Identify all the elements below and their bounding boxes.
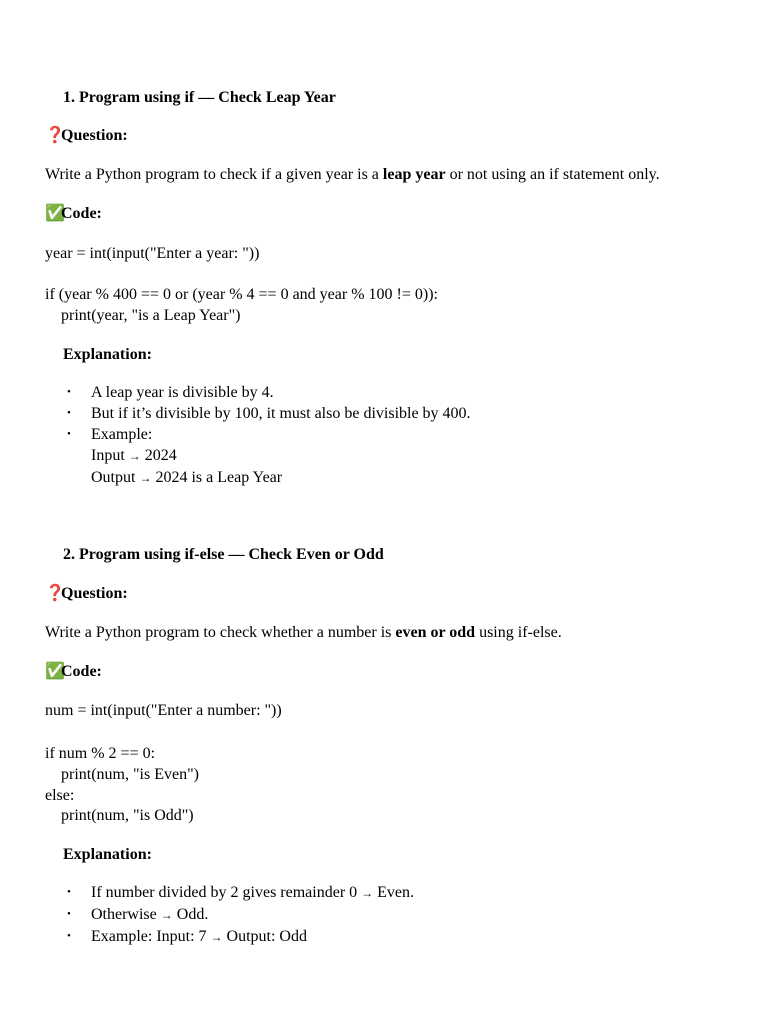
code-line: year = int(input("Enter a year: ")): [45, 245, 260, 262]
bullet-icon: •: [67, 407, 71, 419]
code-line: print(num, "is Even"): [45, 766, 199, 783]
question-text-bold: even or odd: [395, 624, 476, 641]
section1-explanation-list: [45, 382, 471, 489]
example-input-line: [91, 445, 471, 467]
section1-code-heading: [45, 203, 102, 224]
list-item-text: Example:: [91, 426, 153, 443]
section1-explanation-heading: Explanation:: [63, 346, 152, 363]
arrow-icon: →: [361, 886, 374, 900]
list-item-text: A leap year is divisible by 4.: [91, 384, 274, 401]
section2-question-heading: [45, 583, 128, 604]
section2-explanation-heading: Explanation:: [63, 846, 152, 863]
question-text-part: Write a Python program to check if a given year is a: [45, 166, 383, 183]
code-line: else:: [45, 787, 75, 804]
section2-heading: 2. Program using if-else — Check Even or Odd: [63, 546, 384, 563]
question-label: Question:: [61, 585, 128, 602]
question-text-bold: leap year: [382, 166, 446, 183]
question-icon: ❓: [45, 585, 65, 602]
section2-code-heading: [45, 661, 102, 682]
code-line: if (year % 400 == 0 or (year % 4 == 0 and year % 100 != 0)):: [45, 286, 438, 303]
check-icon: ✅: [45, 205, 65, 222]
code-line: print(year, "is a Leap Year"): [45, 307, 241, 324]
bullet-icon: •: [67, 930, 71, 942]
list-item: [45, 904, 414, 926]
code-line: num = int(input("Enter a number: ")): [45, 702, 282, 719]
bullet-icon: •: [67, 908, 71, 920]
question-text-part: or not using an if statement only.: [445, 166, 660, 183]
arrow-icon: →: [160, 908, 173, 922]
list-item-text: Output: Odd: [226, 928, 307, 945]
check-icon: ✅: [45, 663, 65, 680]
list-item-text: Example: Input: 7: [91, 928, 207, 945]
list-item-text: Odd.: [176, 906, 209, 923]
bullet-icon: •: [67, 386, 71, 398]
arrow-icon: →: [128, 449, 141, 463]
list-item-text: Otherwise: [91, 906, 157, 923]
section1-question-heading: [45, 125, 128, 146]
list-item: [45, 424, 471, 489]
section1-question-text: [45, 164, 660, 185]
code-line: if num % 2 == 0:: [45, 745, 156, 762]
list-item-text: Even.: [377, 884, 415, 901]
example-input-value: 2024: [144, 447, 177, 464]
question-text-part: using if-else.: [475, 624, 562, 641]
bullet-icon: •: [67, 428, 71, 440]
arrow-icon: →: [210, 930, 223, 944]
list-item: [45, 382, 471, 403]
question-label: Question:: [61, 127, 128, 144]
arrow-icon: →: [139, 471, 152, 485]
list-item: [45, 926, 414, 948]
example-input-label: Input: [91, 447, 125, 464]
code-label: Code:: [61, 663, 102, 680]
list-item: [45, 882, 414, 904]
code-label: Code:: [61, 205, 102, 222]
question-icon: ❓: [45, 127, 65, 144]
bullet-icon: •: [67, 886, 71, 898]
list-item: [45, 403, 471, 424]
example-output-label: Output: [91, 469, 136, 486]
section2-question-text: [45, 622, 562, 643]
section1-heading: 1. Program using if — Check Leap Year: [63, 89, 336, 106]
code-line: print(num, "is Odd"): [45, 807, 194, 824]
example-output-value: 2024 is a Leap Year: [155, 469, 283, 486]
example-output-line: [91, 467, 471, 489]
list-item-text: If number divided by 2 gives remainder 0: [91, 884, 358, 901]
question-text-part: Write a Python program to check whether a number is: [45, 624, 396, 641]
list-item-text: But if it’s divisible by 100, it must also be divisible by 400.: [91, 405, 471, 422]
section2-explanation-list: [45, 882, 414, 948]
